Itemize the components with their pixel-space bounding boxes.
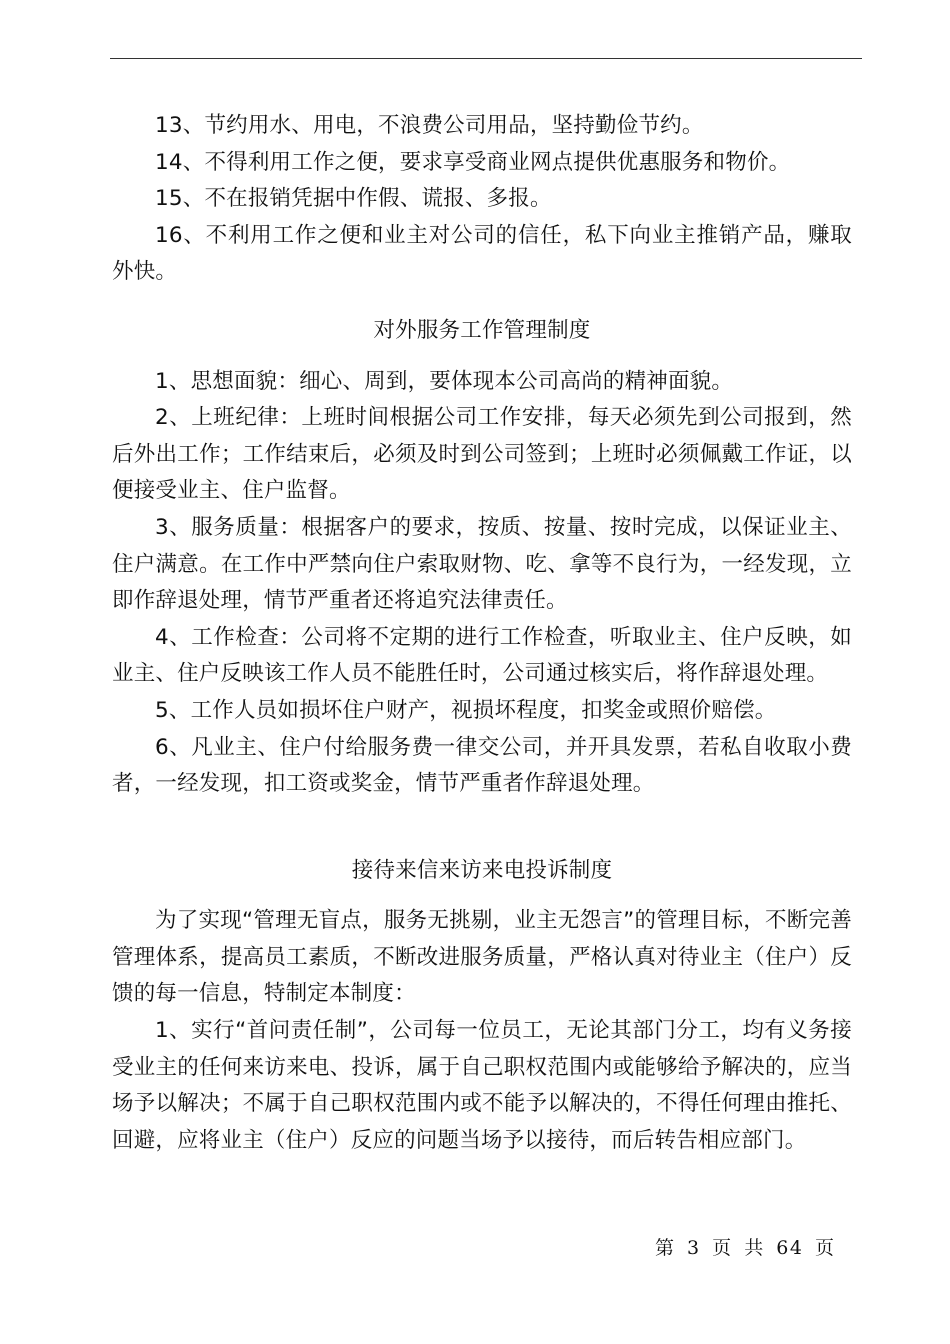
paragraph-complaint-rule-1: 1、实行“首问责任制”，公司每一位员工，无论其部门分工，均有义务接受业主的任何来访来电、投诉，属于自己职权范围内或能够给予解决的，应当场予以解决；不属于自己职权范围内或不能予以解决的，不得任何理由推托、回避，应将业主（住户）反应的问题当场予以接待，而后转告相应部门。 (112, 1018, 852, 1153)
page-number: 第 3 页 共 64 页 (655, 1237, 836, 1259)
paragraph-rule-3: 3、服务质量：根据客户的要求，按质、按量、按时完成，以保证业主、住户满意。在工作中严禁向住户索取财物、吃、拿等不良行为，一经发现，立即作辞退处理，情节严重者还将追究法律责任。 (112, 514, 852, 614)
paragraph-rule-2: 2、上班纪律：上班时间根据公司工作安排，每天必须先到公司报到，然后外出工作；工作结束后，必须及时到公司签到；上班时必须佩戴工作证，以便接受业主、住户监督。 (112, 405, 852, 504)
header-rule (110, 58, 862, 59)
paragraph-item-13: 13、节约用水、用电，不浪费公司用品，坚持勤俭节约。 (155, 113, 704, 138)
section-heading-complaints: 接待来信来访来电投诉制度 (351, 857, 613, 883)
paragraph-item-16: 16、不利用工作之便和业主对公司的信任，私下向业主推销产品，赚取外快。 (112, 222, 852, 285)
paragraph-item-15: 15、不在报销凭据中作假、谎报、多报。 (155, 186, 552, 212)
document-body (112, 108, 852, 1159)
paragraph-rule-5: 5、工作人员如损坏住户财产，视损坏程度，扣奖金或照价赔偿。 (155, 697, 777, 723)
paragraph-rule-1: 1、思想面貌：细心、周到，要体现本公司高尚的精神面貌。 (155, 368, 734, 394)
paragraph-rule-4: 4、工作检查：公司将不定期的进行工作检查，听取业主、住户反映，如业主、住户反映该工作人员不能胜任时，公司通过核实后，将作辞退处理。 (112, 624, 852, 687)
paragraph-item-14: 14、不得利用工作之便，要求享受商业网点提供优惠服务和物价。 (155, 149, 791, 175)
section-heading-external-service: 对外服务工作管理制度 (373, 317, 591, 343)
paragraph-intro: 为了实现“管理无盲点，服务无挑剔，业主无怨言”的管理目标，不断完善管理体系，提高员工素质，不断改进服务质量，严格认真对待业主（住户）反馈的每一信息，特制定本制度： (112, 908, 852, 1007)
paragraph-rule-6: 6、凡业主、住户付给服务费一律交公司，并开具发票，若私自收取小费者，一经发现，扣工资或奖金，情节严重者作辞退处理。 (112, 734, 852, 797)
